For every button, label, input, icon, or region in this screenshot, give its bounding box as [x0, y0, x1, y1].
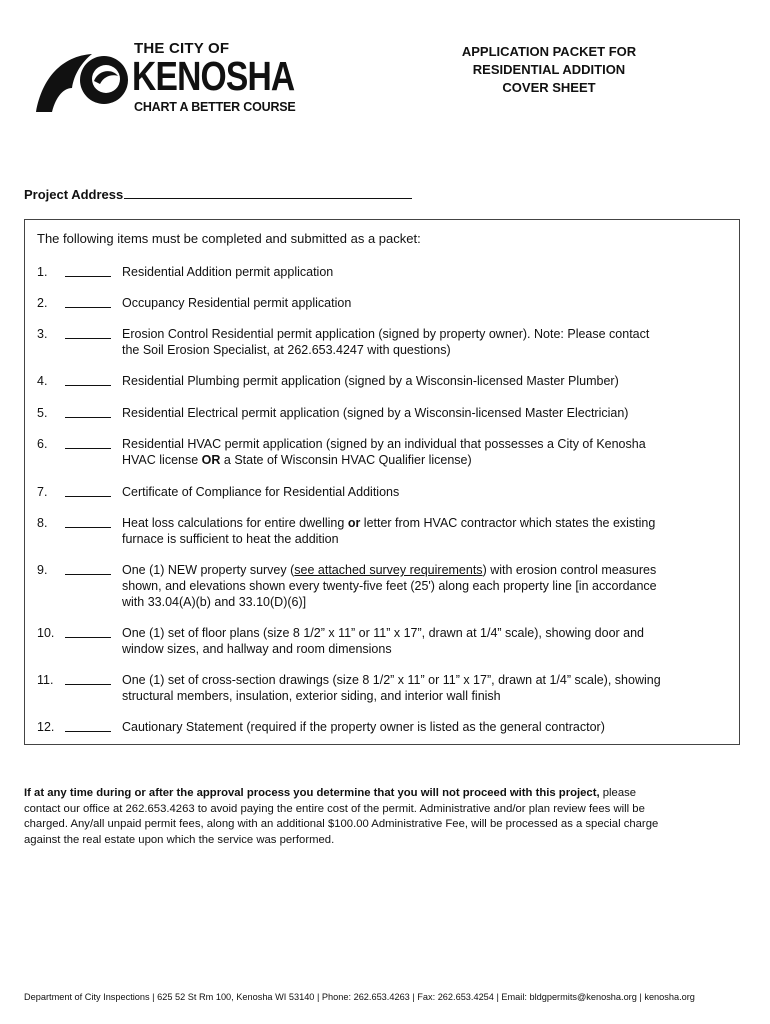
item-number: 6. [37, 437, 48, 451]
item-number: 4. [37, 374, 48, 388]
notice-text: charged. Any/all unpaid permit fees, along with an additional $100.00 Administrative Fee, will be processed as a special charge [24, 818, 659, 830]
item-text: the Soil Erosion Specialist, at 262.653.4247 with questions) [122, 343, 451, 357]
item-text: Occupancy Residential permit application [122, 296, 352, 310]
item-checkoff-blank[interactable] [65, 496, 111, 497]
item-text: One (1) set of floor plans (size 8 1/2” x 11” or 11” x 17”, drawn at 1/4” scale), showing door and [122, 626, 645, 640]
item-number: 11. [37, 673, 54, 687]
item-number: 1. [37, 265, 48, 279]
city-logo [34, 40, 294, 116]
item-text-emphasis: or [347, 516, 361, 530]
item-number: 2. [37, 296, 48, 310]
title-line-3: COVER SHEET [502, 80, 596, 95]
item-number: 5. [37, 406, 48, 420]
logo-line-kenosha: KENOSHA [132, 53, 295, 99]
item-number: 9. [37, 563, 48, 577]
item-text: Residential Electrical permit application (signed by a Wisconsin-licensed Master Electrician) [122, 406, 629, 420]
page-footer: Department of City Inspections | 625 52 St Rm 100, Kenosha WI 53140 | Phone: 262.653.4263 | Fax: 262.653.4254 | Email: bldgpermits@kenosha.org | kenosha.org [24, 992, 695, 1002]
item-checkoff-blank[interactable] [65, 338, 111, 339]
item-text: Residential Plumbing permit application (signed by a Wisconsin-licensed Master Plumber) [122, 374, 619, 388]
item-text: Cautionary Statement (required if the property owner is listed as the general contractor) [122, 720, 605, 734]
item-text: Erosion Control Residential permit application (signed by property owner). Note: Please contact [122, 327, 650, 341]
title-line-1: APPLICATION PACKET FOR [461, 44, 637, 59]
item-checkoff-blank[interactable] [65, 527, 111, 528]
document-title [420, 43, 678, 97]
item-checkoff-blank[interactable] [65, 417, 111, 418]
item-text: HVAC license [122, 453, 202, 467]
item-text: Certificate of Compliance for Residential Additions [122, 485, 400, 499]
notice-text: contact our office at 262.653.4263 to avoid paying the entire cost of the permit. Administrative and/or plan review fees will be [24, 802, 645, 815]
item-number: 12. [37, 720, 55, 734]
item-text: furnace is sufficient to heat the addition [122, 532, 339, 546]
item-text: shown, and elevations shown every twenty-five feet (25') along each property line [in accordance [122, 579, 657, 593]
checklist-box [24, 219, 740, 745]
item-text: with 33.04(A)(b) and 33.10(D)(6)] [122, 595, 307, 609]
item-text: ) with erosion control measures [482, 563, 657, 577]
item-checkoff-blank[interactable] [65, 574, 111, 575]
item-text-emphasis: OR [201, 453, 221, 467]
item-text: One (1) set of cross-section drawings (size 8 1/2” x 11” or 11” x 17”, drawn at 1/4” scale), showing [122, 673, 661, 687]
item-text: Residential HVAC permit application (signed by an individual that possesses a City of Kenosha [122, 437, 646, 451]
cancellation-notice [24, 786, 744, 848]
item-checkoff-blank[interactable] [65, 307, 111, 308]
item-checkoff-blank[interactable] [65, 448, 111, 449]
item-text: structural members, insulation, exterior siding, and interior wall finish [122, 689, 501, 703]
survey-requirements-link[interactable]: see attached survey requirements [294, 563, 483, 577]
item-text: One (1) NEW property survey ( [122, 563, 295, 577]
logo-tagline: CHART A BETTER COURSE [134, 100, 296, 114]
kenosha-wave-logo-icon [34, 48, 134, 114]
item-text: letter from HVAC contractor which states the existing [360, 516, 656, 530]
item-number: 7. [37, 485, 48, 499]
project-address-label: Project Address [24, 187, 124, 202]
project-address-field[interactable] [124, 186, 412, 199]
item-checkoff-blank[interactable] [65, 385, 111, 386]
title-line-2: RESIDENTIAL ADDITION [472, 62, 626, 77]
notice-bold-lead: If at any time during or after the approval process you determine that you will not proceed with this project, [24, 787, 600, 799]
item-number: 3. [37, 327, 48, 341]
item-text: Heat loss calculations for entire dwelling [122, 516, 348, 530]
checklist-intro: The following items must be completed and submitted as a packet: [37, 231, 421, 246]
item-number: 10. [37, 626, 55, 640]
item-checkoff-blank[interactable] [65, 684, 111, 685]
item-text: a State of Wisconsin HVAC Qualifier license) [220, 453, 472, 467]
item-text: Residential Addition permit application [122, 265, 334, 279]
item-checkoff-blank[interactable] [65, 276, 111, 277]
project-address-row [24, 186, 412, 202]
logo-line-city-of: THE CITY OF [134, 40, 230, 57]
notice-text: please [599, 787, 637, 799]
item-text: window sizes, and hallway and room dimensions [122, 642, 392, 656]
item-checkoff-blank[interactable] [65, 731, 111, 732]
item-checkoff-blank[interactable] [65, 637, 111, 638]
item-number: 8. [37, 516, 48, 530]
notice-text: against the real estate upon which the service was performed. [24, 833, 335, 846]
